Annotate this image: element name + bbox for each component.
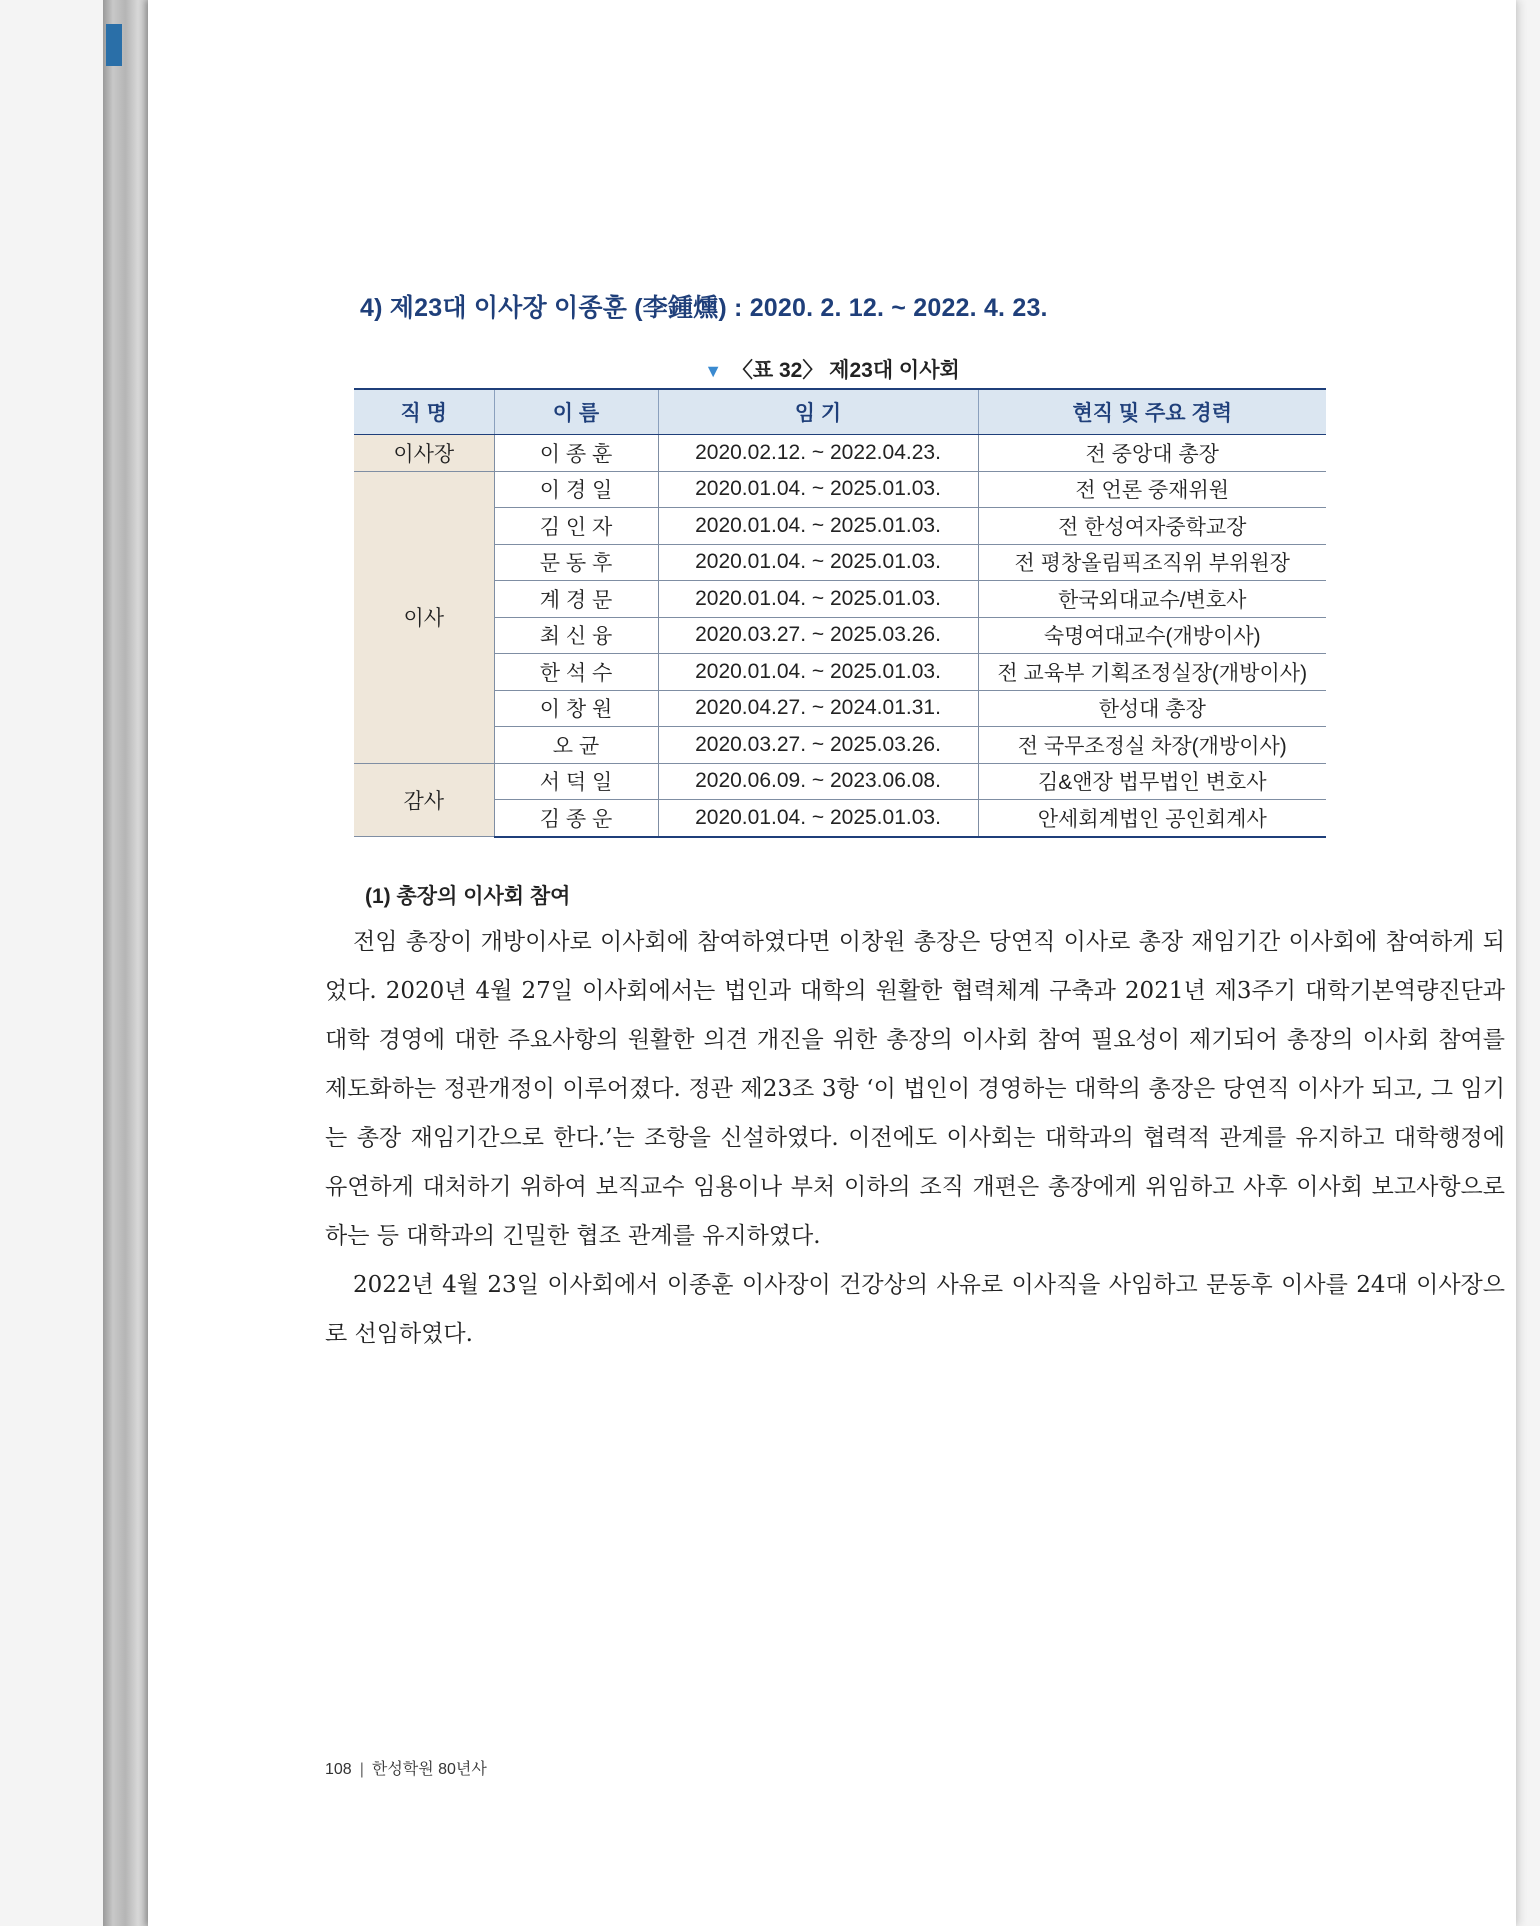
table-caption-text: 〈표 32〉 제23대 이사회 <box>731 359 960 382</box>
position-cell: 이사 <box>354 471 494 763</box>
career-cell: 숙명여대교수(개방이사) <box>978 617 1326 654</box>
name-cell: 이 창 원 <box>494 690 658 727</box>
term-cell: 2020.01.04. ~ 2025.01.03. <box>658 654 978 691</box>
header-name: 이 름 <box>494 389 658 435</box>
career-cell: 김&앤장 법무법인 변호사 <box>978 763 1326 800</box>
table-row <box>354 471 1326 508</box>
name-cell: 이 종 훈 <box>494 435 658 472</box>
document-page <box>148 0 1516 1926</box>
header-term: 임 기 <box>658 389 978 435</box>
term-cell: 2020.06.09. ~ 2023.06.08. <box>658 763 978 800</box>
name-cell: 문 동 후 <box>494 544 658 581</box>
footer-separator: | <box>359 1761 364 1778</box>
position-cell: 감사 <box>354 763 494 837</box>
term-cell: 2020.01.04. ~ 2025.01.03. <box>658 544 978 581</box>
career-cell: 한국외대교수/변호사 <box>978 581 1326 618</box>
book-tab-marker <box>106 24 122 66</box>
name-cell: 최 신 융 <box>494 617 658 654</box>
table-row <box>354 508 1326 545</box>
name-cell: 계 경 문 <box>494 581 658 618</box>
career-cell: 안세회계법인 공인회계사 <box>978 800 1326 837</box>
table-row <box>354 544 1326 581</box>
position-cell: 이사장 <box>354 435 494 472</box>
career-cell: 전 언론 중재위원 <box>978 471 1326 508</box>
section-title: 4) 제23대 이사장 이종훈 (李鍾燻) : 2020. 2. 12. ~ 2022. 4. 23. <box>360 294 1048 322</box>
term-cell: 2020.04.27. ~ 2024.01.31. <box>658 690 978 727</box>
career-cell: 전 교육부 기획조정실장(개방이사) <box>978 654 1326 691</box>
paragraph: 2022년 4월 23일 이사회에서 이종훈 이사장이 건강상의 사유로 이사직을 사임하고 문동후 이사를 24대 이사장으로 선임하였다. <box>325 1272 1505 1347</box>
body-text <box>325 918 1505 1359</box>
table-caption <box>148 354 1516 384</box>
term-cell: 2020.03.27. ~ 2025.03.26. <box>658 617 978 654</box>
term-cell: 2020.01.04. ~ 2025.01.03. <box>658 800 978 837</box>
book-page-edges <box>103 0 153 1926</box>
career-cell: 전 평창올림픽조직위 부위원장 <box>978 544 1326 581</box>
term-cell: 2020.03.27. ~ 2025.03.26. <box>658 727 978 764</box>
name-cell: 한 석 수 <box>494 654 658 691</box>
career-cell: 전 중앙대 총장 <box>978 435 1326 472</box>
name-cell: 이 경 일 <box>494 471 658 508</box>
career-cell: 한성대 총장 <box>978 690 1326 727</box>
name-cell: 오 균 <box>494 727 658 764</box>
table-row <box>354 763 1326 800</box>
header-position: 직 명 <box>354 389 494 435</box>
name-cell: 김 종 운 <box>494 800 658 837</box>
table-row <box>354 654 1326 691</box>
table-row <box>354 800 1326 837</box>
table-row <box>354 435 1326 472</box>
name-cell: 김 인 자 <box>494 508 658 545</box>
header-career: 현직 및 주요 경력 <box>978 389 1326 435</box>
paragraph: 전임 총장이 개방이사로 이사회에 참여하였다면 이창원 총장은 당연직 이사로 총장 재임기간 이사회에 참여하게 되었다. 2020년 4월 27일 이사회에서는 법인과 대학의 원활한 협력체계 구축과 2021년 제3주기 대학기본역량진단과 대학 경영에 대한 주요사항의 원활한 의견 개진을 위한 총장의 이사회 참여 필요성이 제기되어 총장의 이사회 참여를 제도화하는 정관개정이 이루어졌다. 정관 제23조 3항 ‘이 법인이 경영하는 대학의 총장은 당연직 이사가 되고, 그 임기는 총장 재임기간으로 한다.’는 조항을 신설하였다. 이전에도 이사회는 대학과의 협력적 관계를 유지하고 대학행정에 유연하게 대처하기 위하여 보직교수 임용이나 부처 이하의 조직 개편은 총장에게 위임하고 사후 이사회 보고사항으로 하는 등 대학과의 긴밀한 협조 관계를 유지하였다. <box>325 929 1505 1249</box>
term-cell: 2020.01.04. ~ 2025.01.03. <box>658 471 978 508</box>
table-row <box>354 617 1326 654</box>
book-title: 한성학원 80년사 <box>371 1761 487 1778</box>
table-row <box>354 581 1326 618</box>
career-cell: 전 국무조정실 차장(개방이사) <box>978 727 1326 764</box>
career-cell: 전 한성여자중학교장 <box>978 508 1326 545</box>
page-footer <box>325 1756 487 1779</box>
term-cell: 2020.02.12. ~ 2022.04.23. <box>658 435 978 472</box>
term-cell: 2020.01.04. ~ 2025.01.03. <box>658 508 978 545</box>
triangle-down-icon: ▼ <box>704 361 723 381</box>
table-row <box>354 690 1326 727</box>
term-cell: 2020.01.04. ~ 2025.01.03. <box>658 581 978 618</box>
page-number: 108 <box>325 1761 352 1778</box>
name-cell: 서 덕 일 <box>494 763 658 800</box>
table-header-row <box>354 389 1326 435</box>
board-members-table <box>354 388 1326 838</box>
table-row <box>354 727 1326 764</box>
subsection-title: (1) 총장의 이사회 참여 <box>365 885 571 908</box>
